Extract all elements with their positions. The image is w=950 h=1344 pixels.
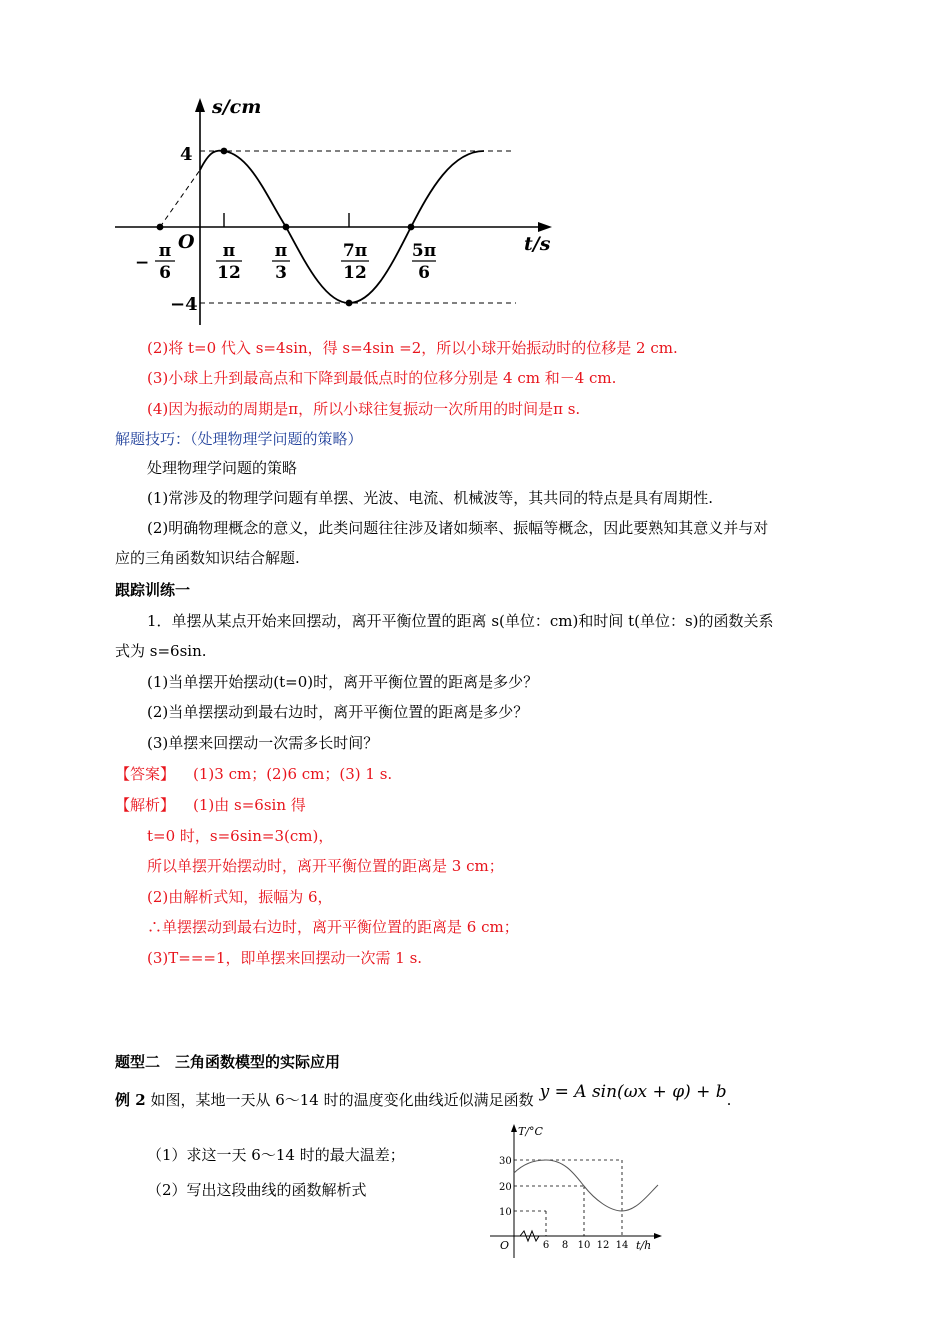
analysis-text-1: (1)由 s=6sin 得 (193, 796, 306, 814)
example-2-label: 例 2 (115, 1091, 146, 1109)
temp-x-14: 14 (615, 1240, 629, 1251)
x-axis-label: t/s (524, 233, 551, 255)
temp-y-10: 10 (499, 1207, 512, 1218)
svg-text:12: 12 (343, 263, 367, 283)
origin-label: O (178, 231, 195, 253)
solution-line-3: (3)小球上升到最高点和下降到最低点时的位移分别是 4 cm 和－4 cm. (147, 369, 617, 387)
practice-sub-3: (3)单摆来回摆动一次需多长时间？ (147, 734, 379, 752)
y-label-neg4: −4 (170, 294, 198, 315)
y-label-4: 4 (180, 144, 193, 165)
svg-text:−: − (135, 253, 150, 273)
example-2-formula: y = A sin(ωx + φ) + b (539, 1082, 727, 1102)
svg-text:π: π (158, 241, 172, 261)
svg-text:3: 3 (275, 263, 287, 283)
practice-heading: 跟踪训练一 (115, 581, 191, 599)
analysis-text-3: 所以单摆开始摆动时，离开平衡位置的距离是 3 cm； (147, 857, 504, 875)
tips-point-2: (2)明确物理概念的意义，此类问题往往涉及诸如频率、振幅等概念，因此要熟知其意义并与对 (147, 519, 769, 537)
temp-x-8: 8 (561, 1240, 569, 1251)
tips-point-2-cont: 应的三角函数知识结合解题. (115, 549, 300, 567)
temp-x-label: t/h (636, 1239, 652, 1252)
example-2-q2: （2）写出这段曲线的函数解析式 (147, 1181, 367, 1199)
svg-text:6: 6 (418, 263, 430, 283)
example-2-period: . (726, 1091, 732, 1109)
temp-y-label: T/°C (518, 1125, 543, 1138)
practice-question: 1．单摆从某点开始来回摆动，离开平衡位置的距离 s(单位：cm)和时间 t(单位：s)的函数关系 (147, 612, 774, 630)
temp-y-arrow (511, 1124, 517, 1132)
tips-heading: 解题技巧：（处理物理学问题的策略） (115, 430, 363, 448)
temp-x-arrow (654, 1233, 662, 1239)
temp-origin: O (500, 1239, 510, 1252)
svg-text:5π: 5π (411, 241, 437, 261)
example-2-text: 如图，某地一天从 6～14 时的温度变化曲线近似满足函数 (145, 1091, 534, 1109)
svg-text:7π: 7π (342, 241, 368, 261)
practice-sub-1: (1)当单摆开始摆动(t=0)时，离开平衡位置的距离是多少？ (147, 673, 539, 691)
y-axis-label: s/cm (212, 96, 262, 118)
temp-x-10: 10 (577, 1240, 591, 1251)
temp-y-30: 30 (499, 1156, 512, 1167)
practice-question-cont: 式为 s=6sin. (115, 642, 207, 660)
answer-tag: 【答案】 (115, 765, 176, 783)
analysis-text-6: (3)T===1，即单摆来回摆动一次需 1 s. (147, 949, 423, 967)
analysis-text-2: t=0 时，s=6sin=3(cm)， (147, 827, 334, 845)
temp-x-12: 12 (596, 1240, 610, 1251)
answer-text: (1)3 cm；(2)6 cm；(3) 1 s. (193, 765, 393, 783)
type2-heading: 题型二 三角函数模型的实际应用 (115, 1053, 341, 1071)
temperature-curve (514, 1160, 658, 1211)
svg-text:12: 12 (217, 263, 241, 283)
solution-line-2: (2)将 t=0 代入 s=4sin，得 s=4sin =2，所以小球开始振动时的位移是 2 cm. (147, 339, 678, 357)
temp-y-20: 20 (499, 1182, 512, 1193)
svg-text:π: π (274, 241, 288, 261)
example-2-q1: （1）求这一天 6～14 时的最大温差； (147, 1146, 405, 1164)
solution-line-4: (4)因为振动的周期是π，所以小球往复振动一次所用的时间是π s. (147, 400, 581, 418)
analysis-tag: 【解析】 (115, 796, 176, 814)
temp-x-6: 6 (542, 1240, 550, 1251)
analysis-text-4: (2)由解析式知，振幅为 6， (147, 888, 333, 906)
analysis-text-5: ∴单摆摆动到最右边时，离开平衡位置的距离是 6 cm； (147, 918, 519, 936)
svg-text:6: 6 (159, 263, 171, 283)
tips-point-1: (1)常涉及的物理学问题有单摆、光波、电流、机械波等，其共同的特点是具有周期性. (147, 489, 714, 507)
tips-title: 处理物理学问题的策略 (147, 459, 298, 477)
svg-text:π: π (222, 241, 236, 261)
practice-sub-2: (2)当单摆摆动到最右边时，离开平衡位置的距离是多少？ (147, 703, 529, 721)
